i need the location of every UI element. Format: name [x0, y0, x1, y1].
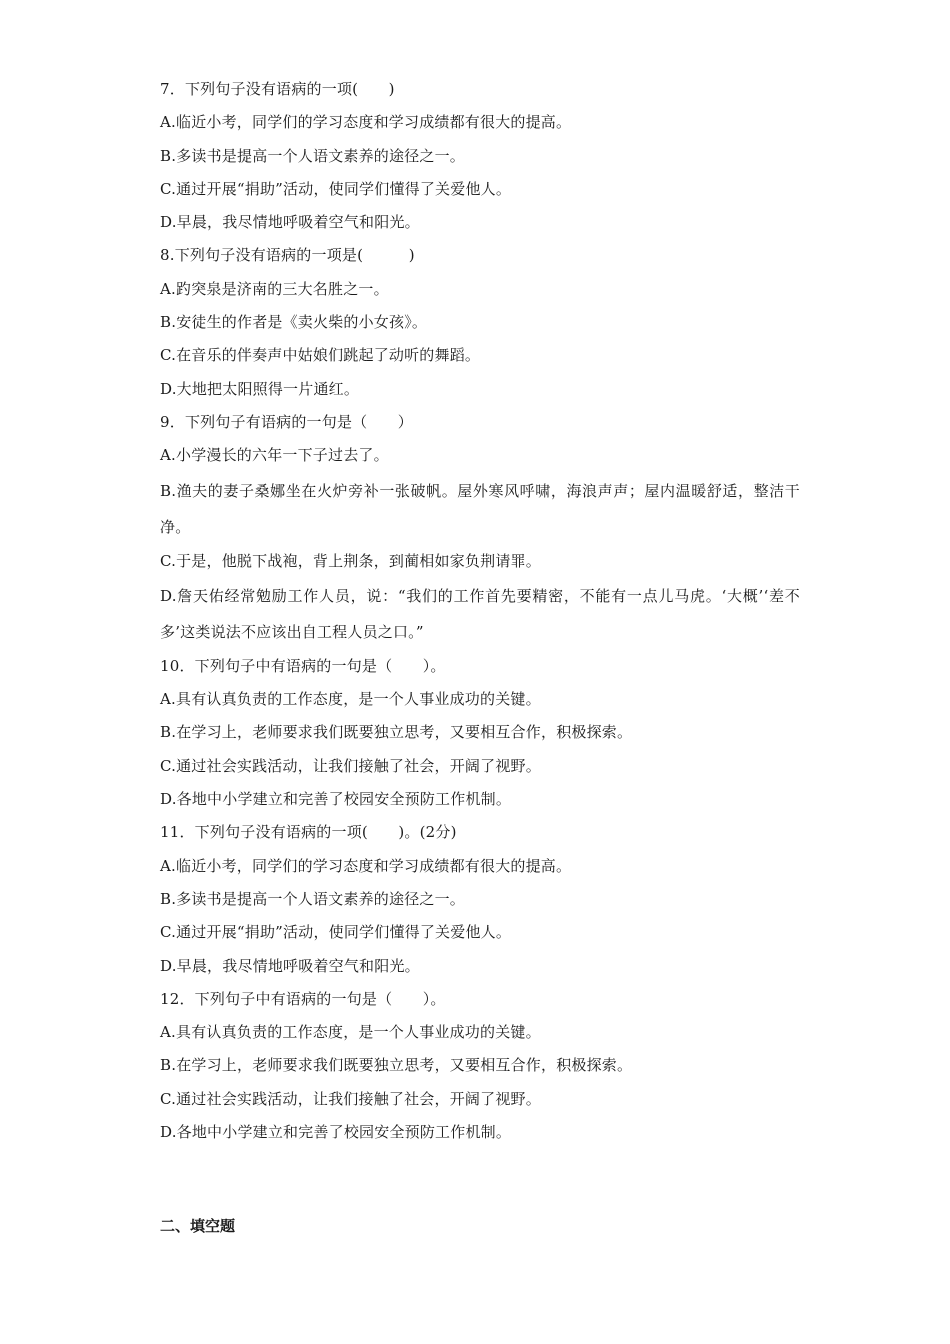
section-title: 二、填空题 — [160, 1217, 236, 1235]
question-stem: 7．下列句子没有语病的一项( ) — [160, 80, 395, 98]
question-list — [160, 73, 800, 1149]
question-stem: 12．下列句子中有语病的一句是（ ）。 — [160, 989, 446, 1008]
option-b: B.安徒生的作者是《卖火柴的小女孩》。 — [160, 313, 428, 332]
option-c: C.通过社会实践活动，让我们接触了社会，开阔了视野。 — [160, 756, 541, 775]
option-a: A.趵突泉是济南的三大名胜之一。 — [160, 279, 389, 298]
question-stem: 9．下列句子有语病的一句是（ ） — [160, 412, 413, 431]
option-d: D.早晨，我尽情地呼吸着空气和阳光。 — [160, 213, 420, 232]
option-c: C.通过开展“捐助”活动，使同学们懂得了关爱他人。 — [160, 179, 512, 198]
option-c: C.通过开展“捐助”活动，使同学们懂得了关爱他人。 — [160, 923, 512, 942]
option-a: A.小学漫长的六年一下子过去了。 — [160, 446, 389, 465]
question-12 — [160, 983, 800, 1149]
option-c: C.于是，他脱下战袍，背上荆条，到蔺相如家负荆请罪。 — [160, 551, 541, 570]
question-9 — [160, 406, 800, 650]
option-c: C.通过社会实践活动，让我们接触了社会，开阔了视野。 — [160, 1089, 541, 1108]
option-c: C.在音乐的伴奏声中姑娘们跳起了动听的舞蹈。 — [160, 346, 481, 365]
option-d: D.詹天佑经常勉励工作人员，说：“我们的工作首先要精密，不能有一点儿马虎。‘大概’‘差不多’这类说法不应该出自工程人员之口。” — [160, 586, 800, 641]
option-b: B.在学习上，老师要求我们既要独立思考，又要相互合作，积极探索。 — [160, 1056, 633, 1075]
question-stem: 11．下列句子没有语病的一项( )。(2分) — [160, 823, 457, 842]
option-d: D.大地把太阳照得一片通红。 — [160, 379, 360, 398]
question-10 — [160, 650, 800, 816]
option-b: B.渔夫的妻子桑娜坐在火炉旁补一张破帆。屋外寒风呼啸，海浪声声；屋内温暖舒适，整洁干净。 — [160, 481, 800, 536]
option-d: D.各地中小学建立和完善了校园安全预防工作机制。 — [160, 790, 512, 809]
option-a: A.具有认真负责的工作态度，是一个人事业成功的关键。 — [160, 1023, 541, 1042]
option-a: A.临近小考，同学们的学习态度和学习成绩都有很大的提高。 — [160, 113, 572, 132]
question-11 — [160, 816, 800, 982]
option-a: A.临近小考，同学们的学习态度和学习成绩都有很大的提高。 — [160, 856, 572, 875]
question-7 — [160, 73, 800, 239]
option-d: D.各地中小学建立和完善了校园安全预防工作机制。 — [160, 1123, 512, 1142]
option-d: D.早晨，我尽情地呼吸着空气和阳光。 — [160, 956, 420, 975]
option-b: B.多读书是提高一个人语文素养的途径之一。 — [160, 889, 465, 908]
option-b: B.多读书是提高一个人语文素养的途径之一。 — [160, 146, 465, 165]
question-8 — [160, 239, 800, 405]
question-stem: 10．下列句子中有语病的一句是（ ）。 — [160, 656, 446, 675]
option-b: B.在学习上，老师要求我们既要独立思考，又要相互合作，积极探索。 — [160, 723, 633, 742]
question-stem: 8.下列句子没有语病的一项是( ) — [160, 246, 415, 265]
option-a: A.具有认真负责的工作态度，是一个人事业成功的关键。 — [160, 690, 541, 709]
